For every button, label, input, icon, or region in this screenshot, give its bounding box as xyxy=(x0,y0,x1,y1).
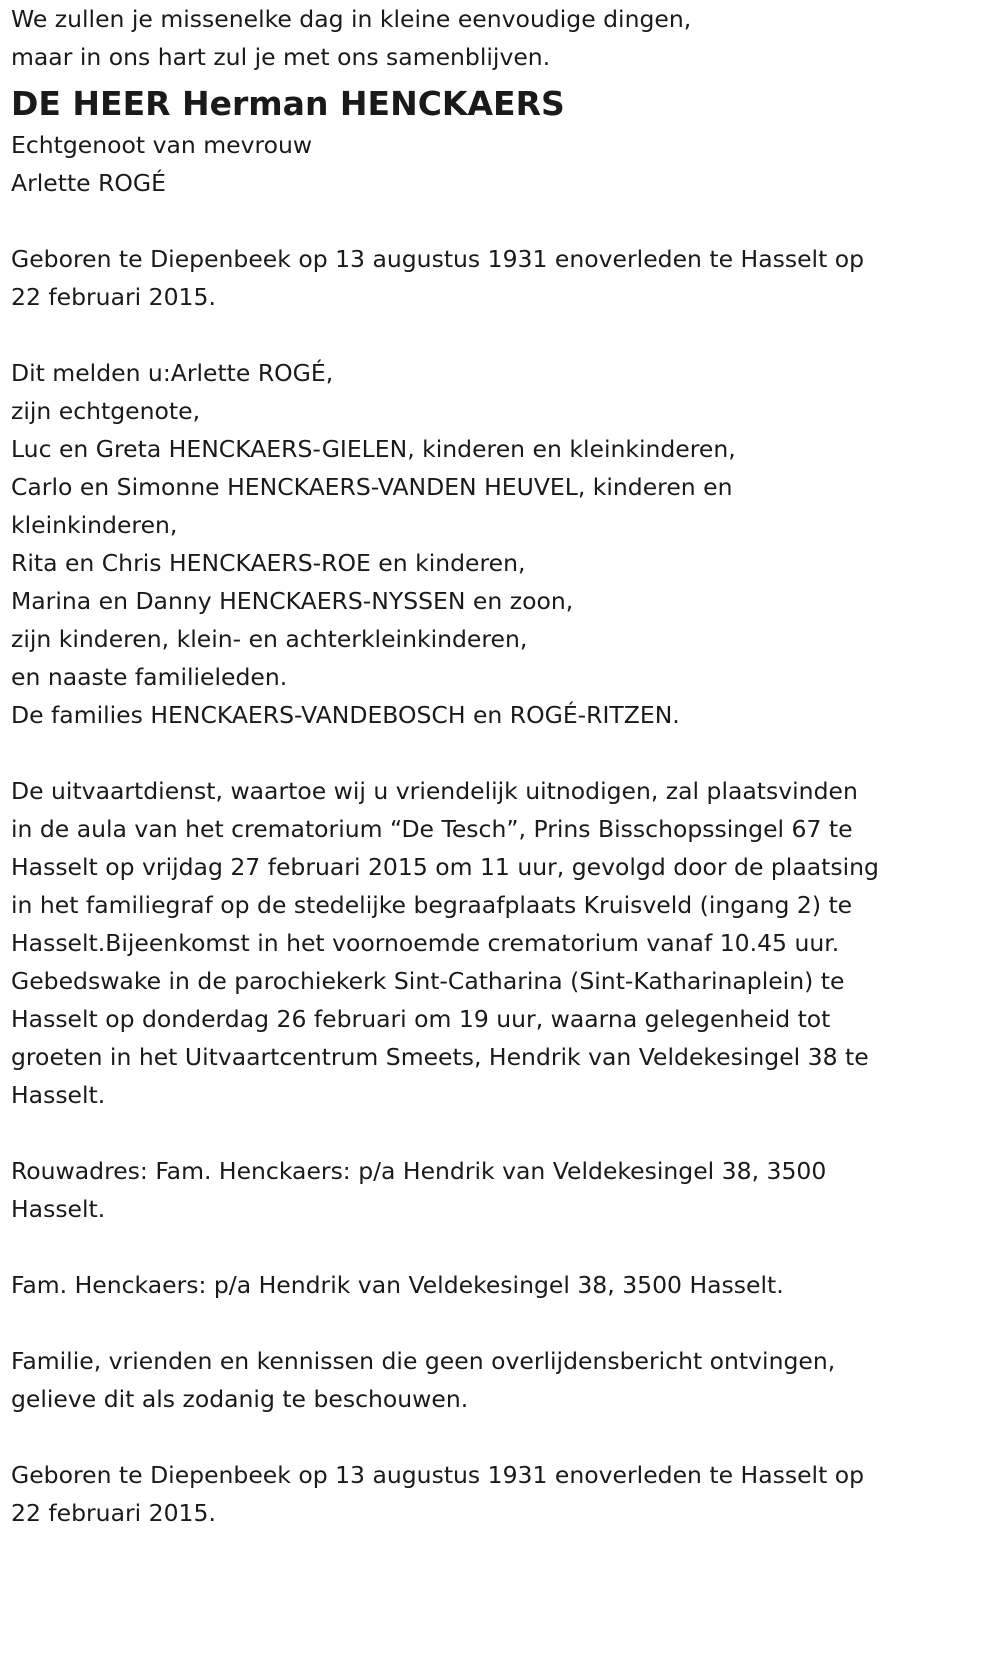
family-address-block xyxy=(11,1266,996,1304)
birth-death-line: 22 februari 2015. xyxy=(11,283,216,311)
birth-death-repeat-line: 22 februari 2015. xyxy=(11,1499,216,1527)
family-address-line: Fam. Henckaers: p/a Hendrik van Veldekesingel 38, 3500 Hasselt. xyxy=(11,1271,784,1299)
spacer xyxy=(11,1304,996,1342)
ceremony-line: Hasselt. xyxy=(11,1081,106,1109)
birth-death-repeat-line: Geboren te Diepenbeek op 13 augustus 1931 enoverleden te Hasselt op xyxy=(11,1461,865,1489)
announcer-line: zijn kinderen, klein- en achterkleinkinderen, xyxy=(11,625,528,653)
spacer xyxy=(11,1418,996,1456)
ceremony-line: Gebedswake in de parochiekerk Sint-Catharina (Sint-Katharinaplein) te xyxy=(11,967,845,995)
announcer-line: en naaste familieleden. xyxy=(11,663,288,691)
spouse-block xyxy=(11,126,996,202)
notice-block xyxy=(11,1342,996,1418)
poem-line: We zullen je missenelke dag in kleine eenvoudige dingen, xyxy=(11,5,692,33)
mourning-address-block xyxy=(11,1152,996,1228)
announcer-line: kleinkinderen, xyxy=(11,511,178,539)
ceremony-line: Hasselt op vrijdag 27 februari 2015 om 11 uur, gevolgd door de plaatsing xyxy=(11,853,879,881)
spacer xyxy=(11,1228,996,1266)
announcer-line: Dit melden u:Arlette ROGÉ, xyxy=(11,359,334,387)
mourning-address-line: Rouwadres: Fam. Henckaers: p/a Hendrik van Veldekesingel 38, 3500 xyxy=(11,1157,827,1185)
ceremony-line: groeten in het Uitvaartcentrum Smeets, Hendrik van Veldekesingel 38 te xyxy=(11,1043,869,1071)
poem xyxy=(11,0,996,76)
announcer-line: Carlo en Simonne HENCKAERS-VANDEN HEUVEL, kinderen en xyxy=(11,473,733,501)
spacer xyxy=(11,734,996,772)
spacer xyxy=(11,316,996,354)
birth-death-line: Geboren te Diepenbeek op 13 augustus 1931 enoverleden te Hasselt op xyxy=(11,245,865,273)
announcers-block xyxy=(11,354,996,734)
ceremony-line: De uitvaartdienst, waartoe wij u vriendelijk uitnodigen, zal plaatsvinden xyxy=(11,777,858,805)
obituary-notice xyxy=(11,0,996,1532)
notice-line: gelieve dit als zodanig te beschouwen. xyxy=(11,1385,469,1413)
ceremony-line: in de aula van het crematorium “De Tesch”, Prins Bisschopssingel 67 te xyxy=(11,815,853,843)
spacer xyxy=(11,202,996,240)
announcer-line: Marina en Danny HENCKAERS-NYSSEN en zoon, xyxy=(11,587,574,615)
notice-line: Familie, vrienden en kennissen die geen overlijdensbericht ontvingen, xyxy=(11,1347,836,1375)
mourning-address-line: Hasselt. xyxy=(11,1195,106,1223)
ceremony-line: Hasselt op donderdag 26 februari om 19 uur, waarna gelegenheid tot xyxy=(11,1005,831,1033)
ceremony-line: in het familiegraf op de stedelijke begraafplaats Kruisveld (ingang 2) te xyxy=(11,891,853,919)
spouse-line: Arlette ROGÉ xyxy=(11,169,166,197)
ceremony-line: Hasselt.Bijeenkomst in het voornoemde crematorium vanaf 10.45 uur. xyxy=(11,929,840,957)
birth-death-repeat-block xyxy=(11,1456,996,1532)
spouse-line: Echtgenoot van mevrouw xyxy=(11,131,313,159)
announcer-line: De families HENCKAERS-VANDEBOSCH en ROGÉ-RITZEN. xyxy=(11,701,680,729)
deceased-name-title: DE HEER Herman HENCKAERS xyxy=(11,84,565,123)
ceremony-block xyxy=(11,772,996,1114)
spacer xyxy=(11,1114,996,1152)
announcer-line: Rita en Chris HENCKAERS-ROE en kinderen, xyxy=(11,549,526,577)
birth-death-block xyxy=(11,240,996,316)
poem-line: maar in ons hart zul je met ons samenblijven. xyxy=(11,43,551,71)
announcer-line: zijn echtgenote, xyxy=(11,397,201,425)
announcer-line: Luc en Greta HENCKAERS-GIELEN, kinderen en kleinkinderen, xyxy=(11,435,736,463)
